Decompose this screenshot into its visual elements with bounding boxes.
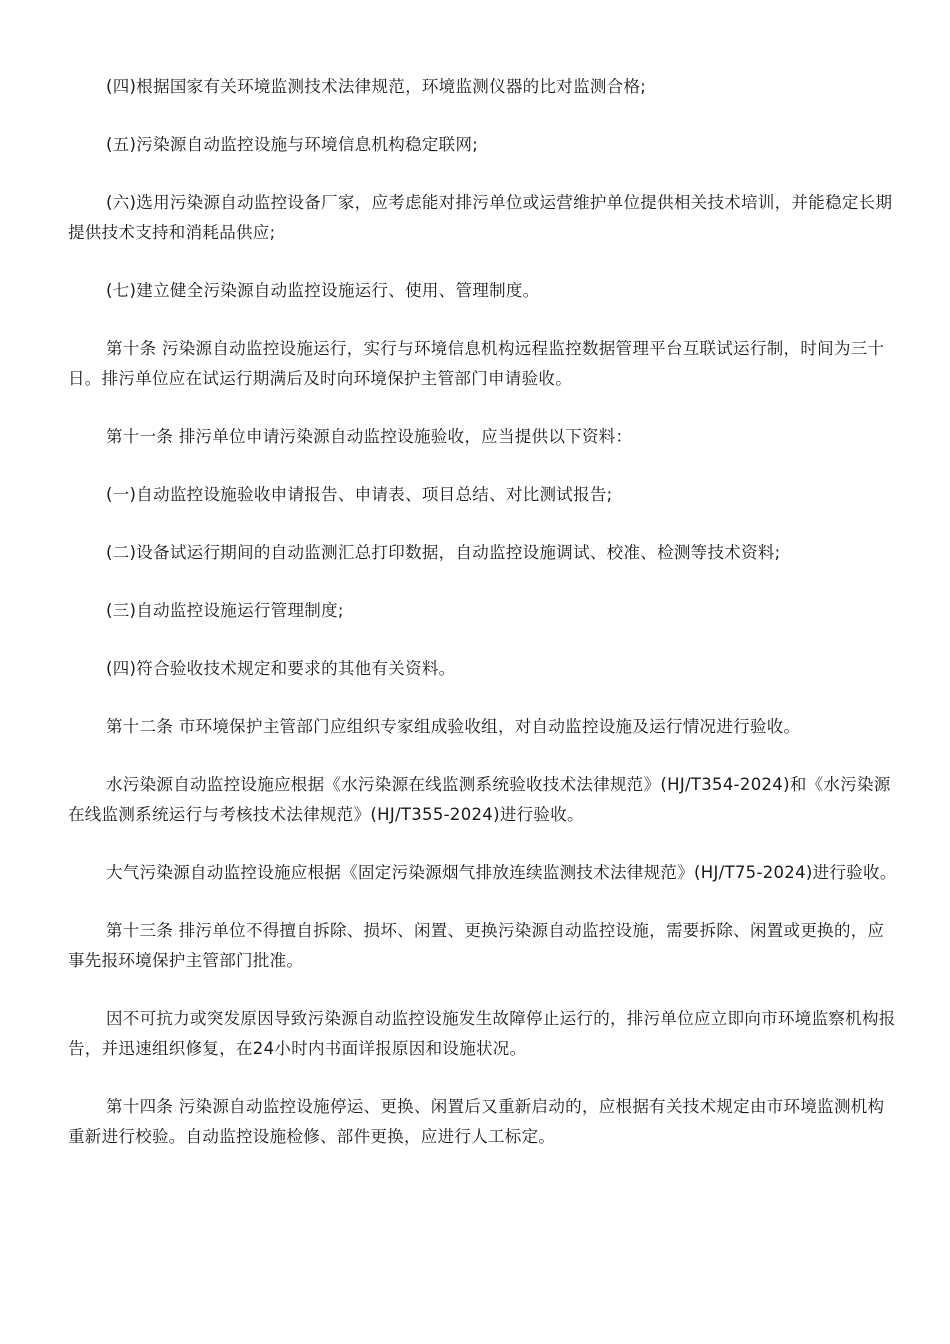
paragraph-article-10: 第十条 污染源自动监控设施运行，实行与环境信息机构远程监控数据管理平台互联试运行制，时间为三十日。排污单位应在试运行期满后及时向环境保护主管部门申请验收。 (68, 339, 885, 388)
paragraph-force-majeure: 因不可抗力或突发原因导致污染源自动监控设施发生故障停止运行的，排污单位应立即向市环境监察机构报告，并迅速组织修复，在24小时内书面详报原因和设施状况。 (68, 1009, 896, 1058)
paragraph-article-11-item-2: (二)设备试运行期间的自动监测汇总打印数据，自动监控设施调试、校准、检测等技术资料; (106, 543, 781, 562)
paragraph-article-11-item-3: (三)自动监控设施运行管理制度; (106, 601, 344, 620)
paragraph-article-11-item-1: (一)自动监控设施验收申请报告、申请表、项目总结、对比测试报告; (106, 485, 613, 504)
document-page (68, 72, 898, 1180)
paragraph-air-acceptance: 大气污染源自动监控设施应根据《固定污染源烟气排放连续监测技术法律规范》(HJ/T75-2024)进行验收。 (106, 863, 897, 882)
paragraph-water-acceptance: 水污染源自动监控设施应根据《水污染源在线监测系统验收技术法律规范》(HJ/T354-2024)和《水污染源在线监测系统运行与考核技术法律规范》(HJ/T355-2024)进行验收。 (68, 775, 891, 824)
paragraph-article-11: 第十一条 排污单位申请污染源自动监控设施验收，应当提供以下资料： (106, 427, 633, 446)
paragraph-item-7-management: (七)建立健全污染源自动监控设施运行、使用、管理制度。 (106, 281, 540, 300)
paragraph-item-5-network: (五)污染源自动监控设施与环境信息机构稳定联网; (106, 135, 479, 154)
paragraph-article-11-item-4: (四)符合验收技术规定和要求的其他有关资料。 (106, 659, 456, 678)
paragraph-article-12: 第十二条 市环境保护主管部门应组织专家组成验收组，对自动监控设施及运行情况进行验收。 (106, 717, 801, 736)
paragraph-article-13: 第十三条 排污单位不得擅自拆除、损坏、闲置、更换污染源自动监控设施，需要拆除、闲置或更换的，应事先报环境保护主管部门批准。 (68, 921, 885, 970)
paragraph-item-4-monitor-comparison: (四)根据国家有关环境监测技术法律规范，环境监测仪器的比对监测合格; (106, 77, 647, 96)
paragraph-item-6-vendor: (六)选用污染源自动监控设备厂家，应考虑能对排污单位或运营维护单位提供相关技术培训，并能稳定长期提供技术支持和消耗品供应; (68, 193, 893, 242)
paragraph-article-14: 第十四条 污染源自动监控设施停运、更换、闲置后又重新启动的，应根据有关技术规定由市环境监测机构重新进行校验。自动监控设施检修、部件更换，应进行人工标定。 (68, 1097, 885, 1146)
